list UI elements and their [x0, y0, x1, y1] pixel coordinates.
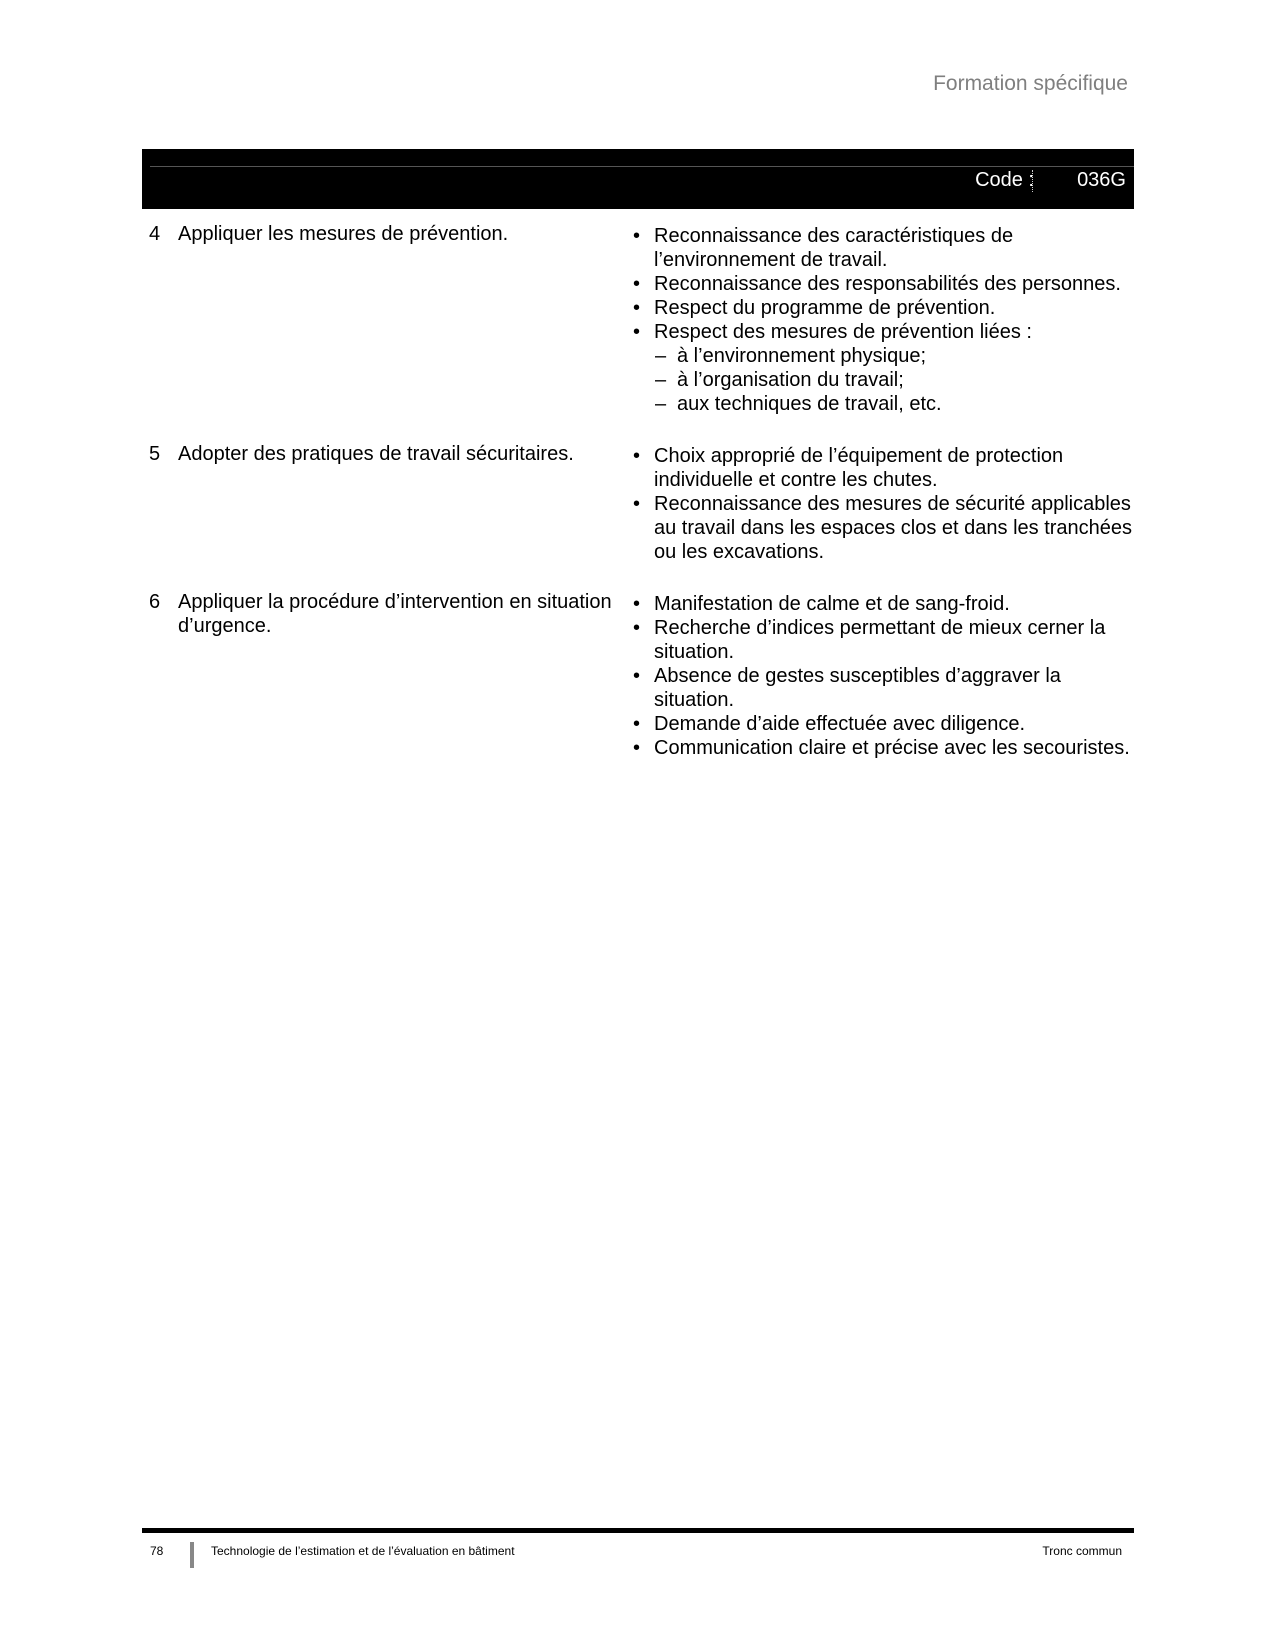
- element-cell: [142, 222, 630, 416]
- code-separator: [1032, 170, 1034, 192]
- list-item: • Manifestation de calme et de sang-froid.: [630, 592, 1134, 616]
- table-row: [142, 442, 1134, 564]
- list-item: • Recherche d’indices permettant de mieux cerner la situation.: [630, 616, 1134, 664]
- section-name: Tronc commun: [1042, 1544, 1122, 1558]
- criteria-cell: [630, 442, 1134, 564]
- list-item-text: Respect des mesures de prévention liées :: [654, 321, 1032, 343]
- element-number: 4: [149, 223, 161, 245]
- list-item: • Absence de gestes susceptibles d’aggraver la situation.: [630, 664, 1134, 712]
- criteria-list: [630, 224, 1134, 416]
- competency-table: [142, 222, 1134, 760]
- list-item: • Choix approprié de l’équipement de protection individuelle et contre les chutes.: [630, 444, 1134, 492]
- criteria-cell: [630, 222, 1134, 416]
- footer-rule: [142, 1528, 1134, 1533]
- sub-list-item: – à l’organisation du travail;: [654, 368, 1134, 392]
- code-bar: [142, 149, 1134, 209]
- criteria-list: [630, 592, 1134, 760]
- element-text: Adopter des pratiques de travail sécuritaires.: [178, 443, 574, 465]
- code-bar-divider: [150, 166, 1134, 167]
- sub-list-item: – aux techniques de travail, etc.: [654, 392, 1134, 416]
- element-cell: [142, 442, 630, 564]
- header-title: Formation spécifique: [933, 72, 1128, 95]
- list-item-with-sublist: [630, 320, 1134, 416]
- document-title: Technologie de l’estimation et de l’évaluation en bâtiment: [211, 1544, 515, 1558]
- list-item: • Reconnaissance des mesures de sécurité applicables au travail dans les espaces clos et dans les tranchées ou les excavations.: [630, 492, 1134, 564]
- sub-list-item: – à l’environnement physique;: [654, 344, 1134, 368]
- sub-criteria-list: [654, 344, 1134, 416]
- list-item: • Demande d’aide effectuée avec diligence.: [630, 712, 1134, 736]
- table-row: [142, 590, 1134, 760]
- code-value: 036G: [1077, 169, 1126, 191]
- element-cell: [142, 590, 630, 760]
- list-item: • Communication claire et précise avec les secouristes.: [630, 736, 1134, 760]
- element-number: 5: [149, 443, 161, 465]
- list-item: • Reconnaissance des caractéristiques de l’environnement de travail.: [630, 224, 1134, 272]
- element-number: 6: [149, 591, 161, 613]
- table-row: [142, 222, 1134, 416]
- footer-separator: [190, 1542, 194, 1568]
- criteria-cell: [630, 590, 1134, 760]
- criteria-list: [630, 444, 1134, 564]
- element-text: Appliquer les mesures de prévention.: [178, 223, 509, 245]
- code-label: Code :: [975, 169, 1034, 191]
- page-number: 78: [150, 1544, 164, 1558]
- element-text: Appliquer la procédure d’intervention en situation d’urgence.: [178, 591, 612, 637]
- list-item: • Reconnaissance des responsabilités des personnes.: [630, 272, 1134, 296]
- list-item: • Respect du programme de prévention.: [630, 296, 1134, 320]
